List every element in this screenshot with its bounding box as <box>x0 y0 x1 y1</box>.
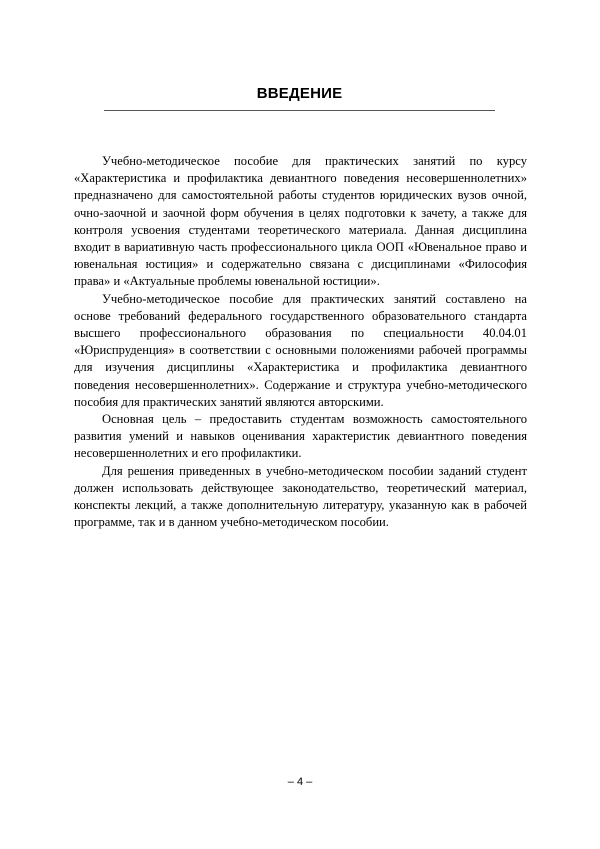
paragraph: Учебно-методическое пособие для практических занятий составлено на основе требований федерального государственного образовательного стандарта высшего профессионального образования по специальности 40.04.01 «Юриспруденция» в соответствии с основными положениями рабочей программы для изучения дисциплины «Характеристика и профилактика девиантного поведения несовершеннолетних». Содержание и структура учебно-методического пособия для практических занятий являются авторскими. <box>74 291 527 409</box>
paragraph: Учебно-методическое пособие для практических занятий по курсу «Характеристика и профилактика девиантного поведения несовершеннолетних» предназначено для самостоятельной работы студентов юридических вузов очной, очно-заочной и заочной форм обучения в целях подготовки к зачету, а также для контроля усвоения студентами теоретического материала. Данная дисциплина входит в вариативную часть профессионального цикла ООП «Ювенальное право и ювенальная юстиция» и содержательно связана с дисциплинами «Философия права» и «Актуальные проблемы ювенальной юстиции». <box>74 154 527 289</box>
heading-block <box>104 84 495 104</box>
paragraph: Для решения приведенных в учебно-методическом пособии заданий студент должен использовать действующее законодательство, теоретический материал, конспекты лекций, а также дополнительную литературу, указанную как в рабочей программе, так и в данном учебно-методическом пособии. <box>74 463 527 530</box>
page-number: – 4 – <box>287 776 313 788</box>
paragraph: Основная цель – предоставить студентам возможность самостоятельного развития умений и навыков оценивания характеристик девиантного поведения несовершеннолетних и его профилактики. <box>74 412 527 461</box>
heading-underline <box>104 110 495 111</box>
body-text <box>74 153 527 531</box>
page-title: ВВЕДЕНИЕ <box>256 85 343 102</box>
